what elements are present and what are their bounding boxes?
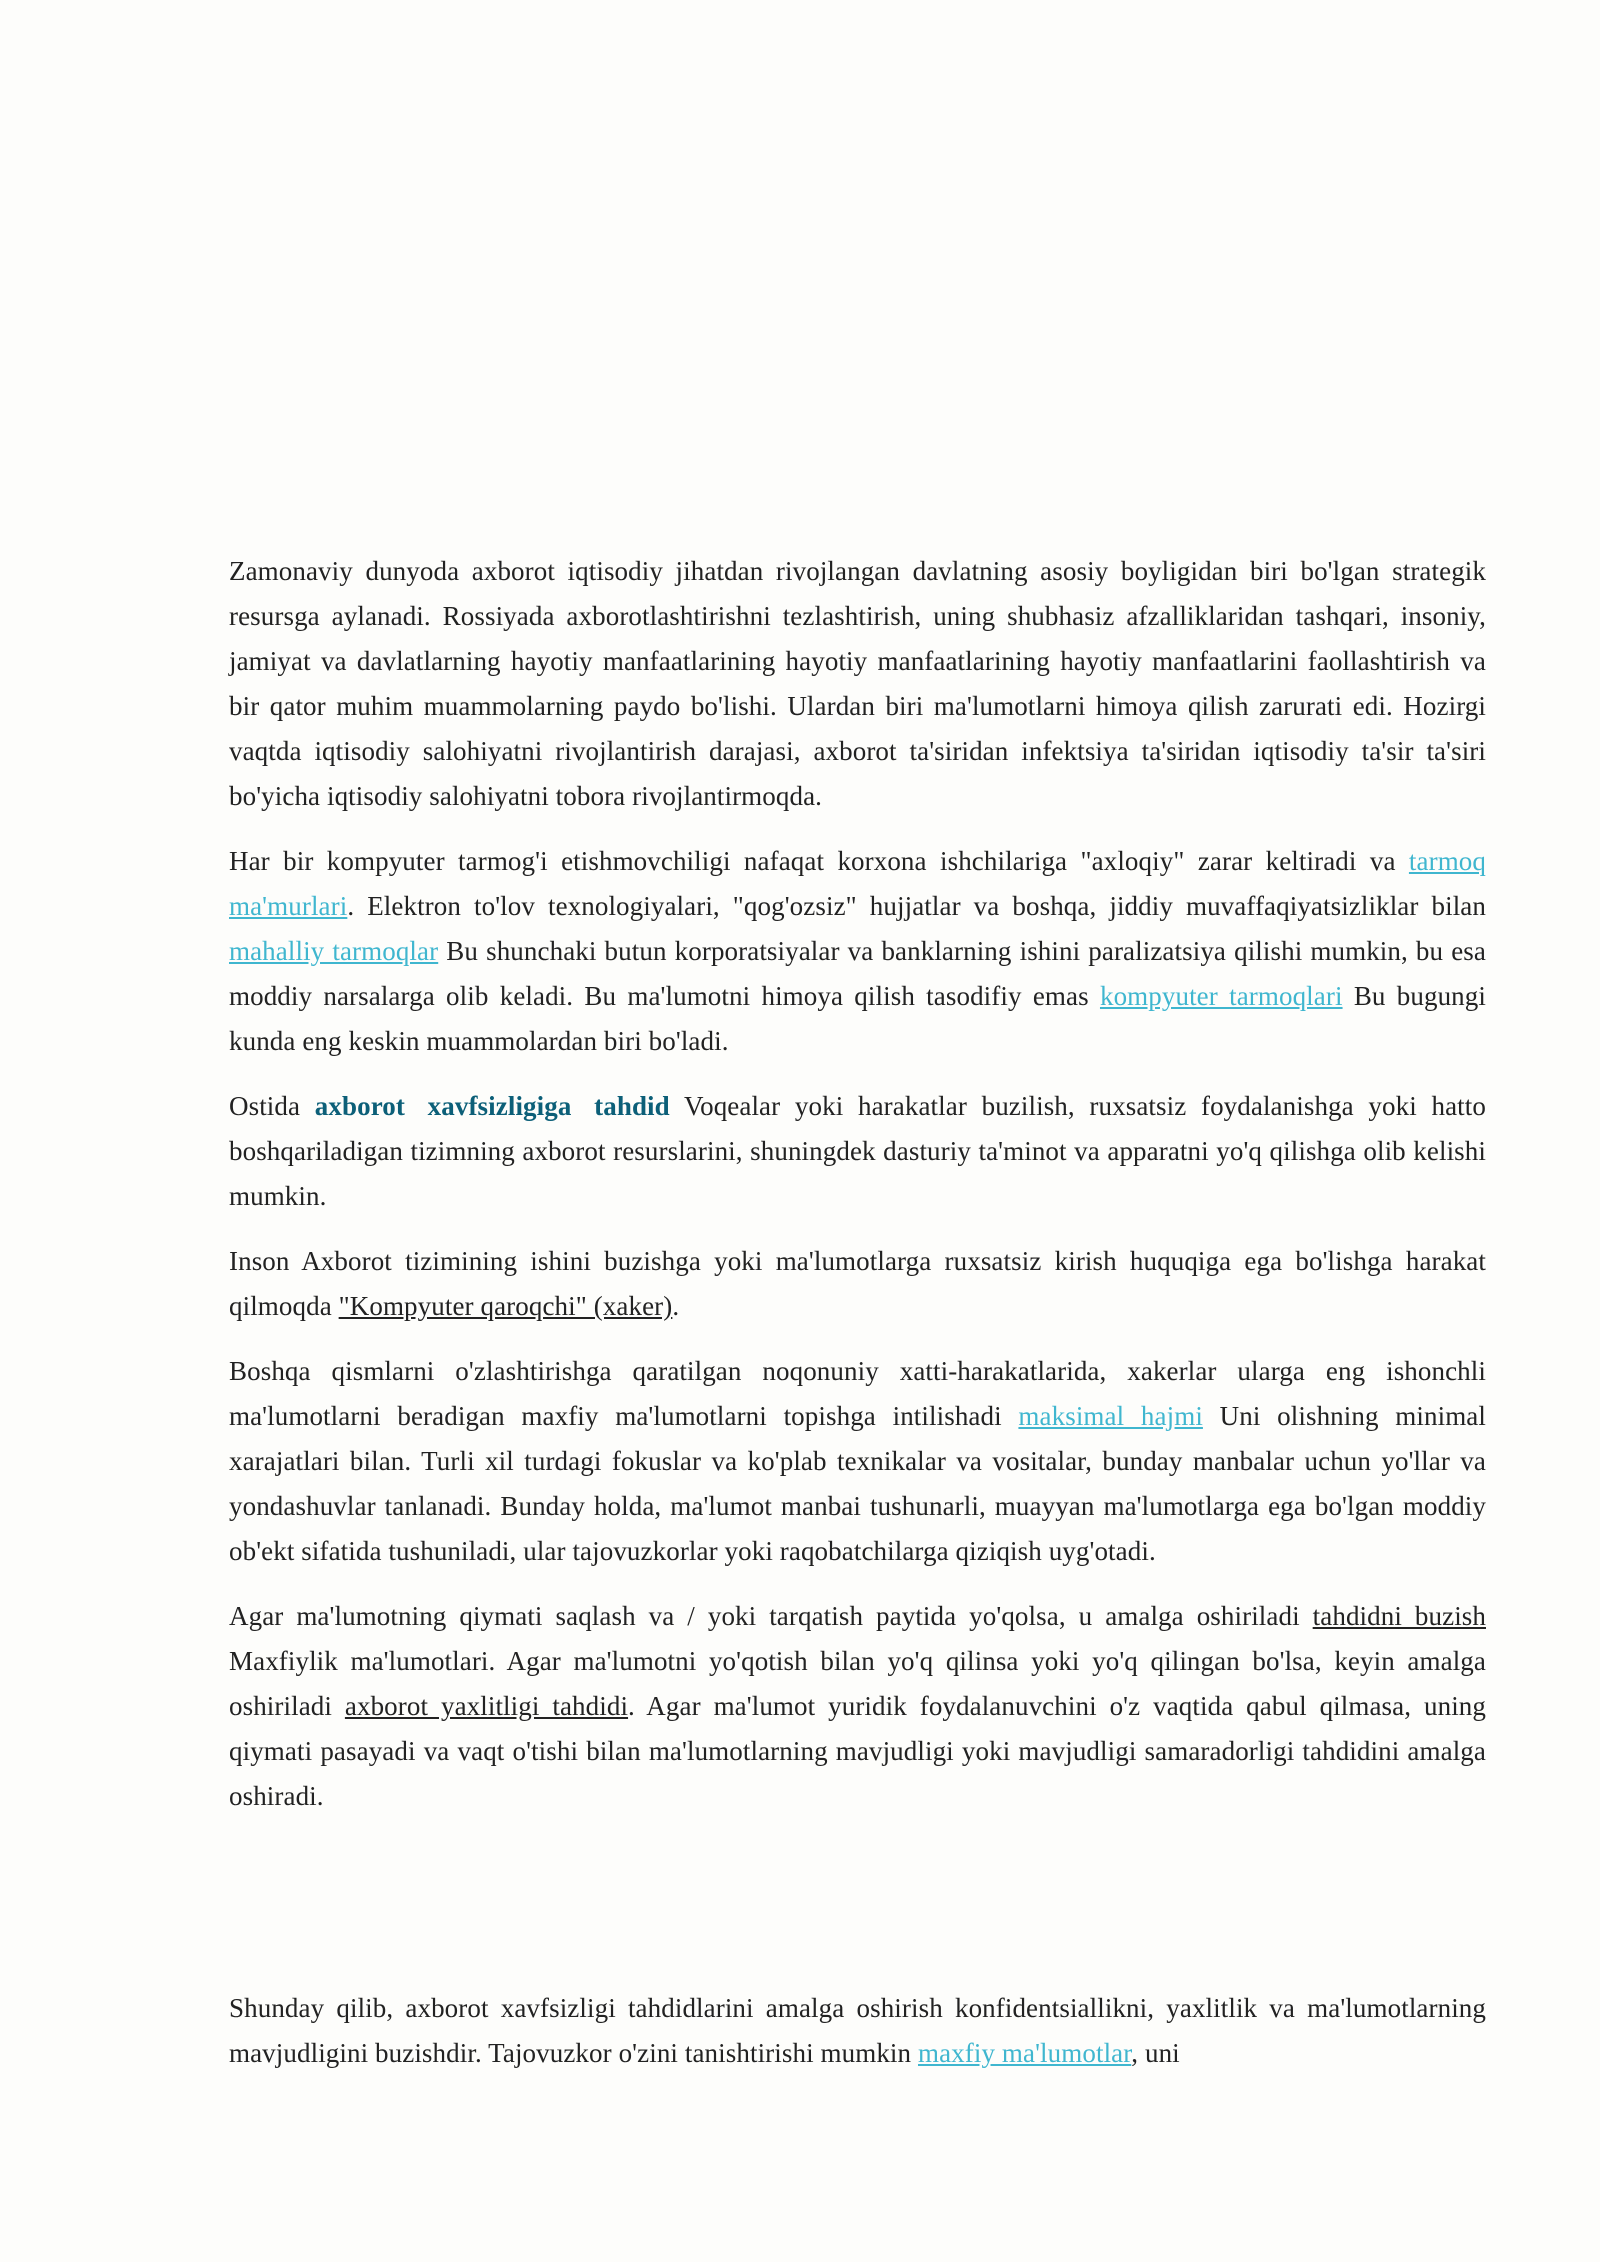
text-run: . Elektron to'lov texnologiyalari, "qog'ozsiz" hujjatlar va boshqa, jiddiy muvaffaqiyatsizliklar bilan: [347, 891, 1486, 921]
text-run: . Agar ma'lumot yuridik foydalanuvchini o'z vaqtida qabul qilmasa, uning qiymati pasayadi va vaqt o'tishi bilan ma'lumotlarning mavjudligi yoki mavjudligi samaradorligi tahdidini amalga oshiradi.: [229, 1691, 1486, 1811]
text-run: Har bir kompyuter tarmog'i etishmovchiligi nafaqat korxona ishchilariga "axloqiy" zarar keltiradi va: [229, 846, 1409, 876]
text-run: Voqealar yoki harakatlar buzilish, ruxsatsiz foydalanishga yoki hatto boshqariladigan tizimning axborot resurslarini, shuningdek dasturiy ta'minot va apparatni yo'q qilishga olib kelishi mumkin.: [229, 1091, 1486, 1211]
text-run: .: [672, 1291, 680, 1321]
paragraph-intro: [229, 549, 1486, 819]
paragraph-hacker: [229, 1239, 1486, 1329]
link-confidential-information[interactable]: maxfiy ma'lumotlar: [917, 2038, 1132, 2068]
text-run: Shunday qilib, axborot xavfsizligi tahdidlarini amalga oshirish konfidentsiallikni, yaxlitlik va ma'lumotlarning mavjudligini buzishdir. Tajovuzkor o'zini tanishtirishi mumkin: [229, 1993, 1486, 2068]
link-local-networks[interactable]: mahalliy tarmoqlar: [229, 936, 439, 966]
paragraph-threat-types: [229, 1594, 1486, 1819]
paragraph-intro-text: Zamonaviy dunyoda axborot iqtisodiy jihatdan rivojlangan davlatning asosiy boyligidan biri bo'lgan strategik resursga aylanadi. Rossiyada axborotlashtirishni tezlashtirish, uning shubhasiz afzalliklaridan tashqari, insoniy, jamiyat va davlatlarning hayotiy manfaatlarining hayotiy manfaatlarining hayotiy manfaatlarini faollashtirish va bir qator muhim muammolarning paydo bo'lishi. Ulardan biri ma'lumotlarni himoya qilish zarurati edi. Hozirgi vaqtda iqtisodiy salohiyatni rivojlantirish darajasi, axborot ta'siridan infektsiya ta'siridan iqtisodiy ta'sir ta'siri bo'yicha iqtisodiy salohiyatni tobora rivojlantirmoqda.: [229, 556, 1486, 811]
text-run: Maxfiylik ma'lumotlari. Agar ma'lumotni yo'qotish bilan yo'q qilinsa yoki yo'q qilingan bo'lsa, keyin amalga oshiriladi: [229, 1646, 1486, 1721]
term-information-security-threat: axborot xavfsizligiga tahdid: [314, 1091, 670, 1121]
link-network-administrators[interactable]: tarmoq ma'murlari: [229, 846, 1486, 921]
text-run: Ostida: [229, 1091, 315, 1121]
document-body: [229, 549, 1486, 2096]
paragraph-threat-definition: [229, 1084, 1486, 1219]
link-computer-pirate-hacker[interactable]: "Kompyuter qaroqchi" (xaker): [338, 1291, 673, 1321]
link-maximum-volume[interactable]: maksimal hajmi: [1018, 1401, 1203, 1431]
text-run: Agar ma'lumotning qiymati saqlash va / yoki tarqatish paytida yo'qolsa, u amalga oshiriladi: [229, 1601, 1313, 1631]
link-computer-networks[interactable]: kompyuter tarmoqlari: [1099, 981, 1343, 1011]
text-run: Bu bugungi kunda eng keskin muammolardan biri bo'ladi.: [229, 981, 1486, 1056]
paragraph-illegal-actions: [229, 1349, 1486, 1574]
text-run: Uni olishning minimal xarajatlari bilan. Turli xil turdagi fokuslar va ko'plab texnikalar va vositalar, bunday manbalar uchun yo'llar va yondashuvlar tanlanadi. Bunday holda, ma'lumot manbai tushunarli, muayyan ma'lumotlarga ega bo'lgan moddiy ob'ekt sifatida tushuniladi, ular tajovuzkorlar yoki raqobatchilarga qiziqish uyg'otadi.: [229, 1401, 1486, 1566]
link-breach-threat[interactable]: tahdidni buzish: [1312, 1601, 1486, 1631]
text-run: Inson Axborot tizimining ishini buzishga yoki ma'lumotlarga ruxsatsiz kirish huquqiga ega bo'lishga harakat qilmoqda: [229, 1246, 1486, 1321]
page-gap: [229, 1839, 1486, 1986]
paragraph-summary: [229, 1986, 1486, 2076]
paragraph-network-failures: [229, 839, 1486, 1064]
text-run: Boshqa qismlarni o'zlashtirishga qaratilgan noqonuniy xatti-harakatlarida, xakerlar ularga eng ishonchli ma'lumotlarni beradigan maxfiy ma'lumotlarni topishga intilishadi: [229, 1356, 1486, 1431]
link-integrity-threat[interactable]: axborot yaxlitligi tahdidi: [344, 1691, 629, 1721]
text-run: Bu shunchaki butun korporatsiyalar va banklarning ishini paralizatsiya qilishi mumkin, bu esa moddiy narsalarga olib keladi. Bu ma'lumotni himoya qilish tasodifiy emas: [229, 936, 1486, 1011]
text-run: , uni: [1131, 2038, 1180, 2068]
